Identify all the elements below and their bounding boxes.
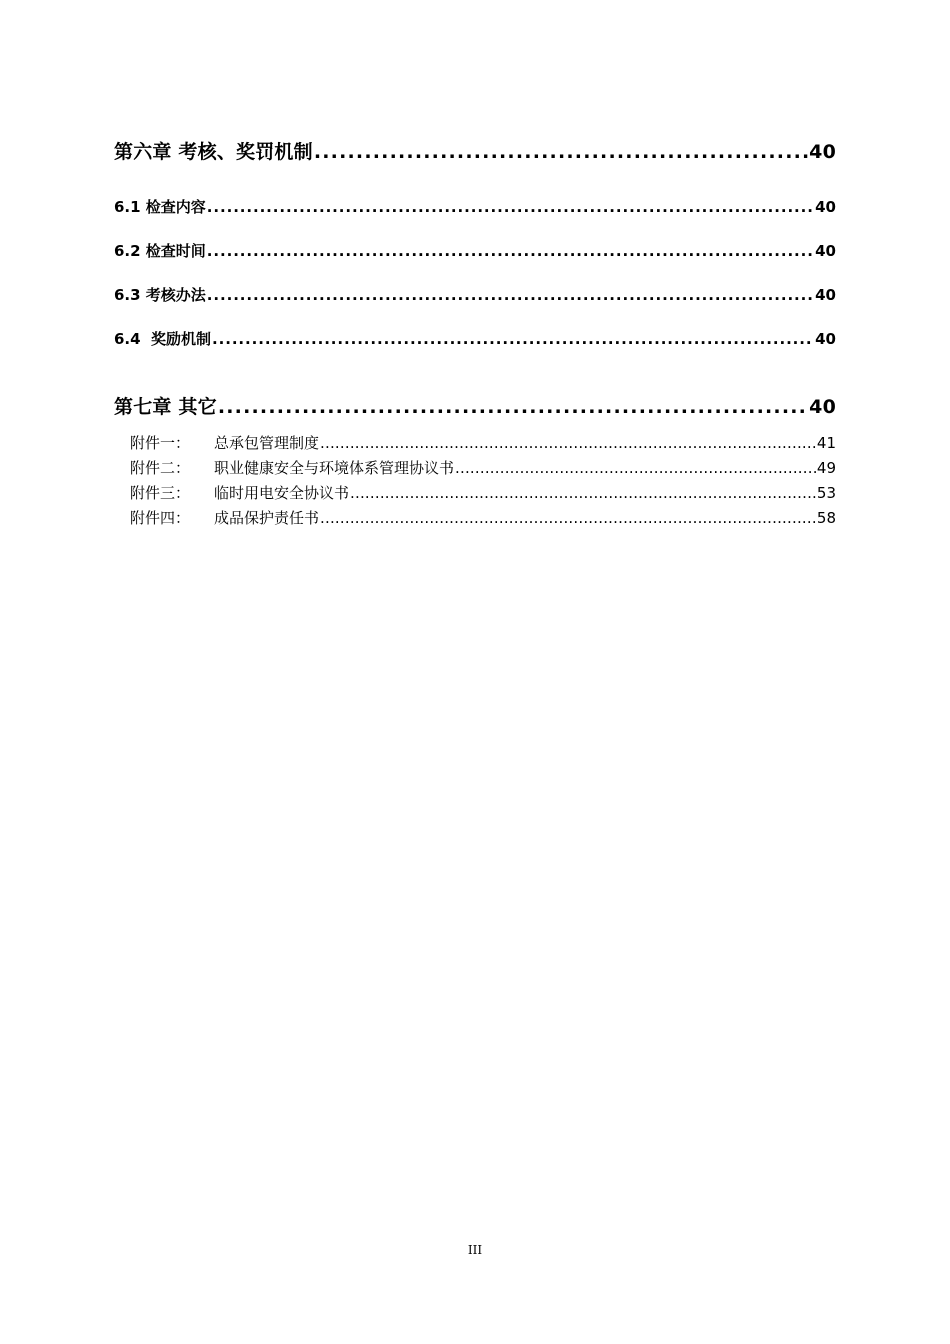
toc-appendix-1[interactable] [130, 432, 836, 453]
chapter-title: 第七章 其它 [114, 396, 217, 418]
chapter-title: 第六章 考核、奖罚机制 [114, 141, 313, 163]
page-number: 40 [815, 286, 836, 304]
dot-leader [350, 484, 816, 502]
page-number: 53 [816, 484, 836, 502]
page-number: 40 [815, 242, 836, 260]
dot-leader [207, 286, 814, 304]
page-number: 41 [816, 434, 836, 452]
page-number: 58 [816, 509, 836, 527]
appendix-prefix: 附件三： [130, 484, 191, 502]
appendix-title: 职业健康安全与环境体系管理协议书 [214, 459, 455, 477]
dot-leader [218, 396, 808, 418]
appendix-prefix: 附件二： [130, 459, 191, 477]
page-number: 40 [809, 141, 836, 163]
section-title: 6.2 检查时间 [114, 242, 206, 260]
toc-section-6-4[interactable] [114, 328, 836, 349]
toc-chapter-7[interactable] [114, 392, 836, 419]
page-number: 40 [815, 198, 836, 216]
dot-leader [207, 242, 814, 260]
section-title: 6.3 考核办法 [114, 286, 206, 304]
dot-leader [455, 459, 816, 477]
dot-leader [314, 141, 808, 163]
dot-leader [207, 198, 814, 216]
footer-page-label: III [467, 1243, 483, 1257]
dot-leader [212, 330, 814, 348]
toc-section-6-1[interactable] [114, 196, 836, 217]
appendix-title: 总承包管理制度 [214, 434, 320, 452]
appendix-prefix: 附件四： [130, 509, 191, 527]
page-number: 49 [816, 459, 836, 477]
toc-section-6-2[interactable] [114, 240, 836, 261]
toc-section-6-3[interactable] [114, 284, 836, 305]
appendix-title: 成品保护责任书 [214, 509, 320, 527]
appendix-title: 临时用电安全协议书 [214, 484, 350, 502]
section-title: 6.1 检查内容 [114, 198, 206, 216]
dot-leader [320, 509, 816, 527]
toc-appendix-2[interactable] [130, 457, 836, 478]
toc-appendix-3[interactable] [130, 482, 836, 503]
appendix-prefix: 附件一： [130, 434, 191, 452]
page-number: 40 [809, 396, 836, 418]
page-number: 40 [815, 330, 836, 348]
toc-appendix-4[interactable] [130, 507, 836, 528]
toc-chapter-6[interactable] [114, 137, 836, 164]
dot-leader [320, 434, 816, 452]
section-title: 6.4 奖励机制 [114, 330, 212, 348]
